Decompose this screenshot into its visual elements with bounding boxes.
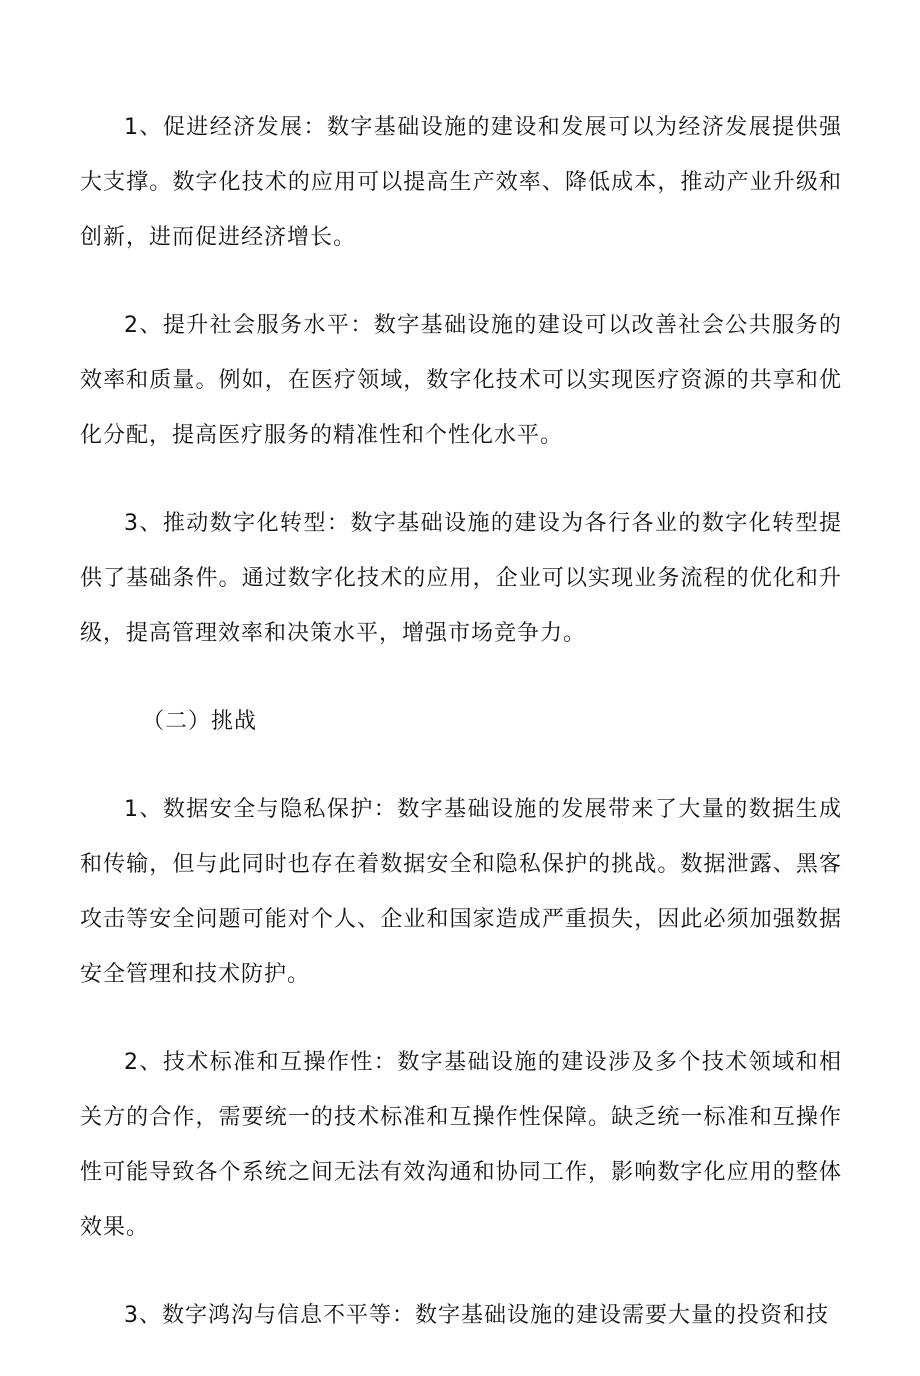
paragraph-data-security: 1、数据安全与隐私保护：数字基础设施的发展带来了大量的数据生成和传输，但与此同时也存在着数据安全和隐私保护的挑战。数据泄露、黑客攻击等安全问题可能对个人、企业和国家造成严重损失，因此必须加强数据安全管理和技术防护。 bbox=[80, 797, 842, 987]
section-heading-challenges: （二）挑战 bbox=[142, 709, 258, 734]
paragraph-economic-development: 1、促进经济发展：数字基础设施的建设和发展可以为经济发展提供强大支撑。数字化技术的应用可以提高生产效率、降低成本，推动产业升级和创新，进而促进经济增长。 bbox=[80, 115, 842, 250]
paragraph-social-services: 2、提升社会服务水平：数字基础设施的建设可以改善社会公共服务的效率和质量。例如，在医疗领域，数字化技术可以实现医疗资源的共享和优化分配，提高医疗服务的精准性和个性化水平。 bbox=[80, 313, 842, 448]
paragraph-technical-standards: 2、技术标准和互操作性：数字基础设施的建设涉及多个技术领域和相关方的合作，需要统一的技术标准和互操作性保障。缺乏统一标准和互操作性可能导致各个系统之间无法有效沟通和协同工作，影响数字化应用的整体效果。 bbox=[80, 1050, 842, 1240]
document-body bbox=[80, 100, 842, 1376]
paragraph-digital-divide: 3、数字鸿沟与信息不平等：数字基础设施的建设需要大量的投资和技 bbox=[124, 1303, 829, 1328]
paragraph-digital-transformation: 3、推动数字化转型：数字基础设施的建设为各行各业的数字化转型提供了基础条件。通过数字化技术的应用，企业可以实现业务流程的优化和升级，提高管理效率和决策水平，增强市场竞争力。 bbox=[80, 511, 842, 646]
